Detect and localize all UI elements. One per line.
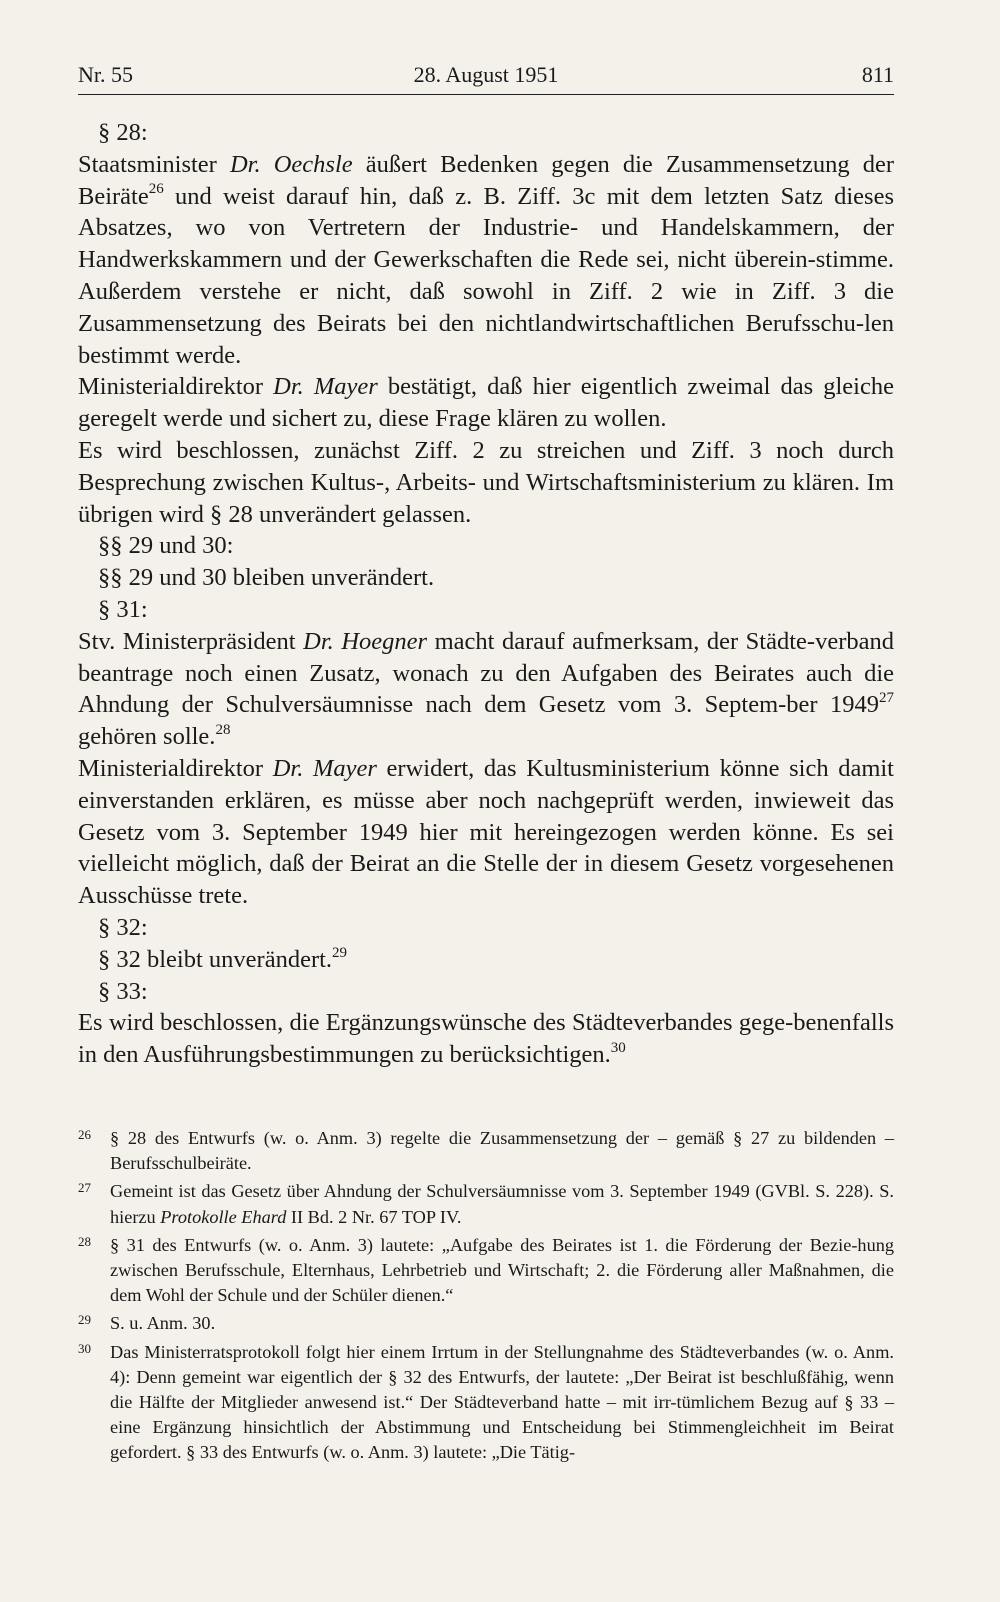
- paragraph-mayer-1: Ministerialdirektor Dr. Mayer bestätigt, daß hier eigentlich zweimal das gleiche geregelt werde und sichert zu, diese Frage klären zu wollen.: [78, 373, 894, 433]
- page-number: 811: [861, 62, 894, 87]
- footnotes: [78, 1126, 894, 1469]
- footnote-number: 26: [78, 1127, 91, 1142]
- speaker-name: Dr. Mayer: [273, 373, 378, 401]
- paragraph-hoegner: Stv. Ministerpräsident Dr. Hoegner macht darauf aufmerksam, der Städte-verband beantrage noch einen Zusatz, wonach zu den Aufgaben des Beirates auch die Ahndung der Schulversäumnisse nach dem Gesetz vom 3. Septem-ber 1949$^{27}$ gehören solle.$^{28}$: [78, 627, 894, 751]
- footnote-ref-30: 30: [610, 1039, 626, 1056]
- footnote-30: 30 Das Ministerratsprotokoll folgt hier einem Irrtum in der Stellungnahme des Städteverbandes (w. o. Anm. 4): Denn gemeint war eigentlich der § 32 des Entwurfs, der lautete: „Der Beirat ist beschlußfähig, wenn die Hälfte der Mitglieder anwesend ist.“ Der Städteverband hatte – mit irr-tümlichem Bezug auf § 33 – eine Ergänzung hinsichtlich der Abstimmung und Entscheidung bei Stimmengleichheit im Beirat gefordert. § 33 des Entwurfs (w. o. Anm. 3) lautete: „Die Tätig-: [78, 1340, 894, 1466]
- speaker-name: Dr. Oechsle: [229, 150, 353, 178]
- footnote-ref-27: 27: [879, 690, 894, 707]
- section-heading-28: § 28:: [98, 119, 148, 146]
- paragraph-29-30: §§ 29 und 30 bleiben unverändert.: [98, 564, 435, 592]
- footnote-number: 27: [78, 1180, 91, 1196]
- footnote-27: 27 Gemeint ist das Gesetz über Ahndung der Schulversäumnisse vom 3. September 1949 (GVBl. S. 228). S. hierzu Protokolle Ehard II Bd. 2 Nr. 67 TOP IV.: [78, 1179, 894, 1229]
- footnote-number: 30: [78, 1340, 91, 1356]
- speaker-name: Dr. Hoegner: [303, 627, 428, 655]
- issue-number: Nr. 55: [78, 62, 133, 87]
- paragraph-32: § 32 bleibt unverändert.$^{29}$: [98, 944, 348, 973]
- section-heading-33: § 33:: [98, 977, 148, 1005]
- footnote-ref-26: 26: [148, 181, 164, 198]
- speaker-name: Dr. Mayer: [272, 754, 377, 782]
- footnote-number: 29: [78, 1312, 91, 1328]
- paragraph-decision-28: Es wird beschlossen, zunächst Ziff. 2 zu streichen und Ziff. 3 noch durch Besprechung zwischen Kultus-, Arbeits- und Wirtschaftsministerium zu klären. Im übrigen wird § 28 unverändert gelassen.: [78, 436, 894, 528]
- paragraph-oechsle: Staatsminister Dr. Oechsle äußert Bedenken gegen die Zusammensetzung der Beiräte$^{26}$ und weist darauf hin, daß z. B. Ziff. 3c mit dem letzten Satz dieses Absatzes, wo von Vertretern der Industrie- und Handelskammern, der Handwerkskammern und der Gewerkschaften die Rede sei, nicht überein-stimme. Außerdem verstehe er nicht, daß sowohl in Ziff. 2 wie in Ziff. 3 die Zusammensetzung des Beirats bei den nichtlandwirtschaftlichen Berufsschu-len bestimmt werde.: [78, 150, 895, 369]
- main-text: [78, 117, 894, 1071]
- footnote-ref-29: 29: [332, 944, 348, 961]
- footnote-29: 29 S. u. Anm. 30.: [78, 1311, 894, 1336]
- footnote-ref-28: 28: [215, 721, 231, 738]
- paragraph-decision-33: Es wird beschlossen, die Ergänzungswünsche des Städteverbandes gege-benenfalls in den Ausführungsbestimmungen zu berücksichtigen.$^{30}$: [78, 1009, 894, 1069]
- footnote-28: 28 § 31 des Entwurfs (w. o. Anm. 3) lautete: „Aufgabe des Beirates ist 1. die Förderung der Bezie-hung zwischen Berufsschule, Elternhaus, Lehrbetrieb und Wirtschaft; 2. die Förderung aller Maßnahmen, die dem Wohl der Schule und der Schüler dienen.“: [78, 1233, 894, 1309]
- section-heading-32: § 32:: [98, 913, 148, 941]
- running-header: [78, 54, 894, 95]
- header-date: 28. August 1951: [413, 62, 559, 87]
- footnote-26: 26 § 28 des Entwurfs (w. o. Anm. 3) regelte die Zusammensetzung der – gemäß § 27 zu bildenden – Berufsschulbeiräte.: [78, 1126, 894, 1176]
- section-heading-31: § 31:: [98, 595, 148, 623]
- paragraph-mayer-2: Ministerialdirektor Dr. Mayer erwidert, das Kultusministerium könne sich damit einverstanden erklären, es müsse aber noch nachgeprüft werden, inwieweit das Gesetz vom 3. September 1949 hier mit hereingezogen werden könne. Es sei vielleicht möglich, daß der Beirat an die Stelle der in diesem Gesetz vorgesehenen Ausschüsse trete.: [78, 754, 894, 910]
- footnote-number: 28: [78, 1233, 91, 1249]
- section-heading-29-30: §§ 29 und 30:: [98, 532, 234, 560]
